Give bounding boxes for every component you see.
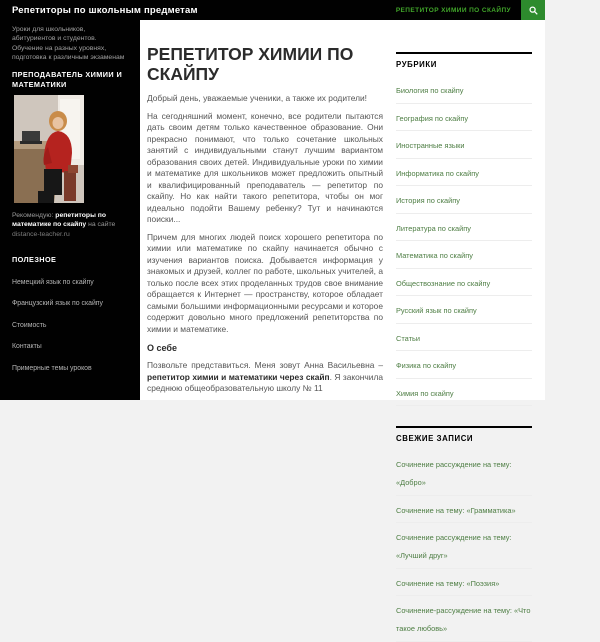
- rubric-link-history[interactable]: История по скайпу: [396, 196, 460, 205]
- list-item: [396, 450, 532, 496]
- list-item: [396, 131, 532, 159]
- main-content: [140, 20, 390, 400]
- recommend-link[interactable]: репетиторы по математике по скайпу: [12, 212, 107, 229]
- recent-posts-title: СВЕЖИЕ ЗАПИСИ: [396, 426, 532, 450]
- nav-item-chemistry-tutor[interactable]: РЕПЕТИТОР ХИМИИ ПО СКАЙПУ: [395, 6, 511, 14]
- rubric-link-articles[interactable]: Статьи: [396, 333, 420, 343]
- list-item: [12, 292, 126, 310]
- teacher-photo: [14, 95, 84, 203]
- about-bold-tutor: репетитор химии и математики через скайп: [147, 371, 330, 382]
- list-item: [396, 76, 532, 104]
- recent-post-grammatika[interactable]: Сочинение на тему: «Грамматика»: [396, 505, 516, 515]
- recommendation-text: [12, 211, 126, 239]
- rubric-link-informatics[interactable]: Информатика по скайпу: [396, 168, 479, 178]
- list-item: [396, 214, 532, 242]
- recent-post-lyubov[interactable]: Сочинение-рассуждение на тему: «Что такое любовь»: [396, 606, 531, 633]
- useful-link-price[interactable]: Стоимость: [12, 321, 47, 329]
- list-item: [396, 269, 532, 297]
- list-item: [396, 379, 532, 407]
- list-item: [12, 314, 126, 332]
- rubric-link-mathematics[interactable]: Математика по скайпу: [396, 251, 473, 260]
- left-sidebar: [0, 20, 140, 400]
- list-item: [396, 186, 532, 214]
- rubric-link-social-studies[interactable]: Обществознание по скайпу: [396, 278, 491, 288]
- useful-links-list: [12, 271, 126, 375]
- teacher-widget-title: ПРЕПОДАВАТЕЛЬ ХИМИИ И МАТЕМАТИКИ: [12, 70, 123, 89]
- right-sidebar: [390, 20, 545, 633]
- about-prefix: Позвольте представиться. Меня зовут Анна Васильевна –: [147, 360, 383, 370]
- recent-post-poeziya[interactable]: Сочинение на тему: «Поэзия»: [396, 578, 500, 588]
- paragraph-greeting: Добрый день, уважаемые ученики, а также их родители!: [147, 93, 368, 103]
- about-suffix: . Я закончила среднюю общеобразовательную школу № 11: [147, 371, 384, 393]
- list-item: [396, 159, 532, 187]
- rubric-link-physics[interactable]: Физика по скайпу: [396, 361, 457, 370]
- list-item: [12, 335, 126, 353]
- header-bar: [0, 0, 545, 20]
- list-item: [396, 523, 532, 569]
- recent-posts-widget: [396, 426, 532, 642]
- paragraph-about: [147, 360, 383, 395]
- recent-posts-list: [396, 450, 532, 642]
- primary-nav: [386, 0, 521, 20]
- list-item: [396, 104, 532, 132]
- rubric-link-foreign-languages[interactable]: Иностранные языки: [396, 141, 465, 150]
- about-heading: О себе: [147, 343, 177, 353]
- list-item: [396, 596, 532, 642]
- recommend-site-domain: distance-teacher.ru: [12, 230, 70, 238]
- rubrics-widget: [396, 52, 532, 406]
- useful-link-lesson-topics[interactable]: Примерные темы уроков: [12, 364, 92, 372]
- rubric-link-chemistry[interactable]: Химия по скайпу: [396, 388, 454, 398]
- list-item: [396, 569, 532, 597]
- rubric-link-geography[interactable]: География по скайпу: [396, 113, 469, 123]
- list-item: [396, 496, 532, 524]
- recommend-prefix: Рекомендую:: [12, 212, 56, 220]
- search-icon: [529, 6, 538, 15]
- rubrics-list: [396, 76, 532, 406]
- rubrics-title: РУБРИКИ: [396, 52, 532, 76]
- list-item: [12, 271, 126, 289]
- list-item: [396, 324, 532, 352]
- site-title-link[interactable]: Репетиторы по школьным предметам: [12, 4, 198, 16]
- list-item: [396, 296, 532, 324]
- useful-link-contacts[interactable]: Контакты: [12, 343, 42, 351]
- useful-link-french[interactable]: Французский язык по скайпу: [12, 300, 103, 308]
- recommend-middle: на сайте: [86, 221, 116, 229]
- paragraph-search: Причем для многих людей поиск хорошего репетитора по химии или математике по скайпу начинается обычно с изучения вариантов поиска. Добывается информация у знакомых и друзей, коллег по работе, школьных учителей, а только после всех этих проделанных трудов свое внимание обращается к Интернет — пространству, которое обладает самыми большими информационными ресурсами и которое содержит довольно много предложений репетиторства по химии и математике.: [147, 231, 383, 334]
- list-item: [396, 351, 532, 379]
- paragraph-parents: На сегодняшний момент, конечно, все родители пытаются дать своим детям только качественное образование. Они прекрасно понимают, что только сочетание школьных занятий с индивидуальными станут лучшим вариантом образования своих детей. Индивидуальные уроки по химии и математике для школьников может предложить опытный и квалифицированный преподаватель — репетитор по скайпу. Но как найти такого репетитора, чтобы он мог идеально подойти Вашему ребенку? Тут и начинаются поиски...: [147, 110, 383, 224]
- site-description: Уроки для школьников, абитуриентов и студентов. Обучение на разных уровнях, подготовка к различным экзаменам: [12, 26, 125, 61]
- recent-post-dobro[interactable]: Сочинение рассуждение на тему: «Добро»: [396, 460, 512, 487]
- search-button[interactable]: [521, 0, 545, 20]
- page-title: РЕПЕТИТОР ХИМИИ ПО СКАЙПУ: [147, 44, 354, 84]
- list-item: [396, 241, 532, 269]
- rubric-link-literature[interactable]: Литература по скайпу: [396, 223, 471, 233]
- recent-post-luchshiy-drug[interactable]: Сочинение рассуждение на тему: «Лучший друг»: [396, 533, 512, 560]
- useful-widget-title: ПОЛЕЗНОЕ: [12, 255, 57, 265]
- list-item: [12, 357, 126, 375]
- rubric-link-russian[interactable]: Русский язык по скайпу: [396, 306, 477, 315]
- useful-link-german[interactable]: Немецкий язык по скайпу: [12, 278, 94, 286]
- rubric-link-biology[interactable]: Биология по скайпу: [396, 86, 464, 95]
